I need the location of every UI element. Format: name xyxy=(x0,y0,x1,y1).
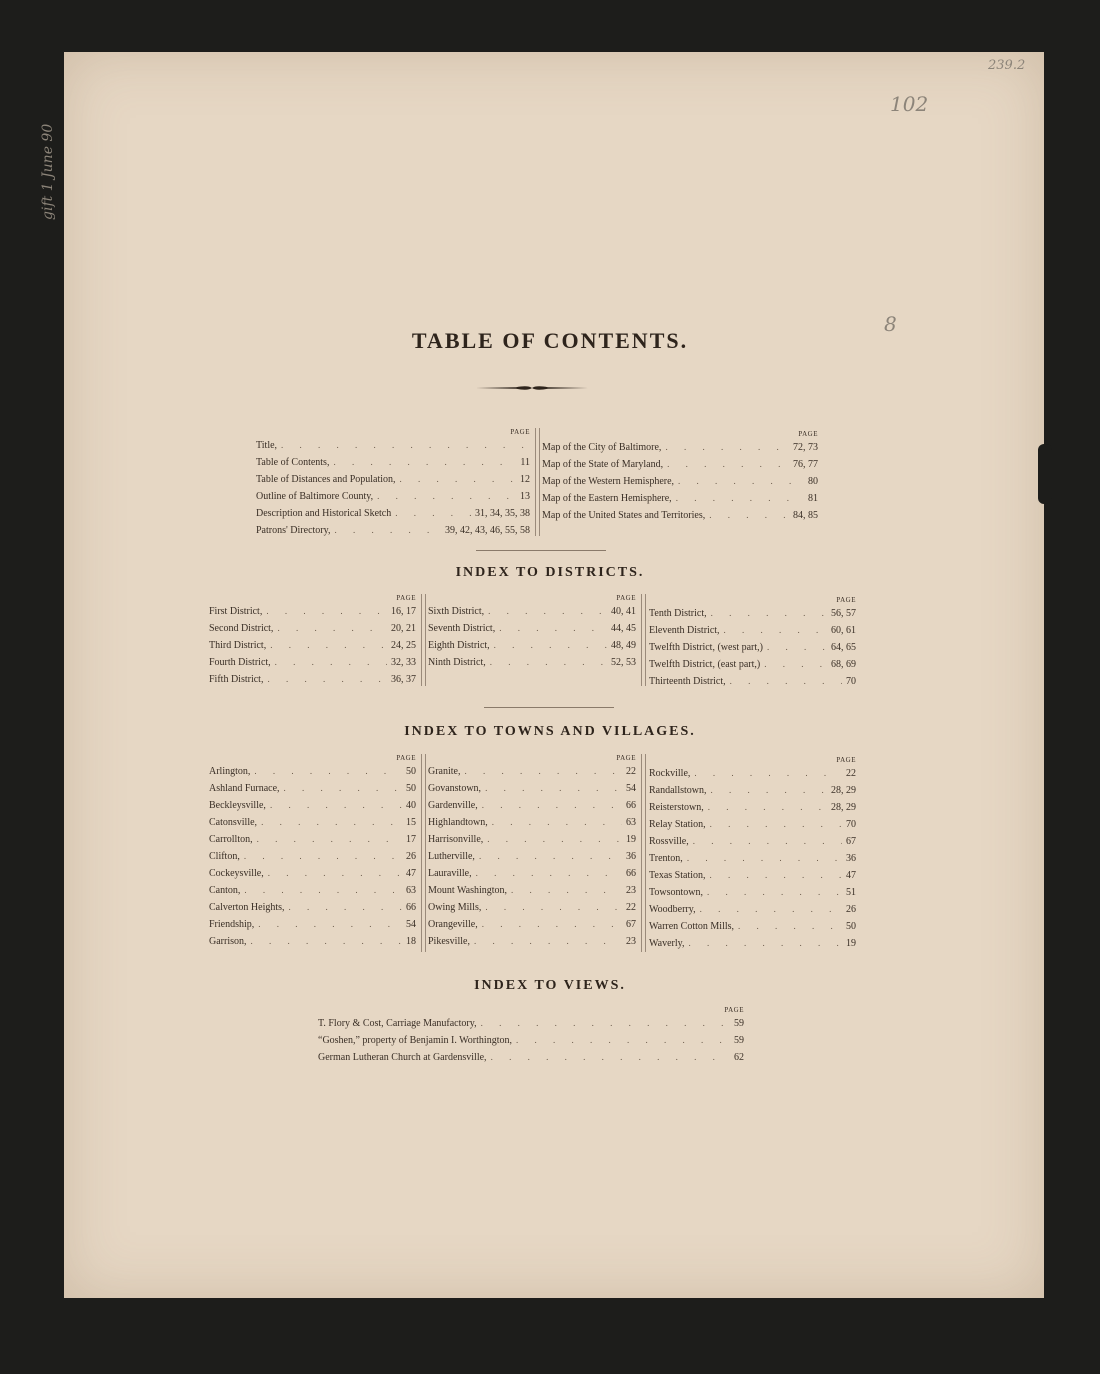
index-entry xyxy=(428,831,636,848)
entry-page: 19 xyxy=(846,938,856,949)
leader-dots xyxy=(481,899,622,916)
entry-page: 64, 65 xyxy=(831,642,856,653)
pencil-note: 102 xyxy=(890,92,929,116)
leader-dots xyxy=(495,620,607,637)
index-entry xyxy=(256,437,530,454)
leader-dots xyxy=(240,882,402,899)
entry-label: First District, xyxy=(209,606,263,617)
column-divider xyxy=(421,754,426,952)
index-entry xyxy=(428,763,636,780)
entry-label: Second District, xyxy=(209,623,274,634)
leader-dots xyxy=(470,933,622,950)
entry-label: T. Flory & Cost, Carriage Manufactory, xyxy=(318,1018,477,1029)
entry-label: Texas Station, xyxy=(649,870,706,881)
leader-dots xyxy=(475,848,622,865)
leader-dots xyxy=(674,473,804,490)
index-entry xyxy=(649,850,856,867)
index-entry xyxy=(649,867,856,884)
index-entry xyxy=(428,899,636,916)
entry-label: Calverton Heights, xyxy=(209,902,285,913)
index-entry xyxy=(428,620,636,637)
entry-page: 36 xyxy=(846,853,856,864)
entry-page: 23 xyxy=(626,885,636,896)
leader-dots xyxy=(264,865,402,882)
index-entry xyxy=(649,673,856,690)
margin-handwriting: gift 1 June 90 xyxy=(40,123,56,220)
leader-dots xyxy=(703,884,842,901)
leader-dots xyxy=(663,456,789,473)
entry-label: Towsontown, xyxy=(649,887,704,898)
entry-label: Granite, xyxy=(428,766,461,777)
entry-page: 36 xyxy=(626,851,636,862)
entry-page: 24, 25 xyxy=(391,640,416,651)
entry-label: Clifton, xyxy=(209,851,240,862)
entry-label: Thirteenth District, xyxy=(649,676,726,687)
entry-label: Table of Contents, xyxy=(256,457,330,468)
leader-dots xyxy=(247,933,403,950)
index-entry xyxy=(256,488,530,505)
index-entry xyxy=(649,935,856,952)
entry-page: 56, 57 xyxy=(831,608,856,619)
index-entry xyxy=(428,654,636,671)
entry-page: 70 xyxy=(846,676,856,687)
index-entry xyxy=(542,473,818,490)
entry-label: Lutherville, xyxy=(428,851,475,862)
index-entry xyxy=(256,471,530,488)
index-entry xyxy=(209,637,416,654)
entry-label: Randallstown, xyxy=(649,785,707,796)
entry-page: 19 xyxy=(626,834,636,845)
entry-label: Lauraville, xyxy=(428,868,472,879)
leader-dots xyxy=(760,656,827,673)
index-entry xyxy=(428,916,636,933)
entry-label: Ninth District, xyxy=(428,657,486,668)
leader-dots xyxy=(512,1032,730,1049)
entry-page: 44, 45 xyxy=(611,623,636,634)
leader-dots xyxy=(461,763,623,780)
index-entry xyxy=(209,780,416,797)
leader-dots xyxy=(271,654,387,671)
districts-heading: INDEX TO DISTRICTS. xyxy=(455,565,645,580)
entry-label: Outline of Baltimore County, xyxy=(256,491,374,502)
leader-dots xyxy=(661,439,789,456)
entry-label: Map of the United States and Territories, xyxy=(542,510,706,521)
entry-page: 39, 42, 43, 46, 55, 58 xyxy=(445,525,530,536)
leader-dots xyxy=(266,797,402,814)
index-entry xyxy=(209,865,416,882)
entry-page: 68, 69 xyxy=(831,659,856,670)
index-entry xyxy=(318,1049,744,1066)
entry-page: 28, 29 xyxy=(831,785,856,796)
entry-page: 51 xyxy=(846,887,856,898)
entry-page: 59 xyxy=(734,1018,744,1029)
entry-page: 31, 34, 35, 38 xyxy=(475,508,530,519)
entry-label: Description and Historical Sketch xyxy=(256,508,392,519)
page-column-header: PAGE xyxy=(798,430,818,438)
leader-dots xyxy=(684,935,842,952)
entry-page: 84, 85 xyxy=(793,510,818,521)
entry-page: 15 xyxy=(406,817,416,828)
entry-label: Waverly, xyxy=(649,938,685,949)
index-entry xyxy=(649,884,856,901)
leader-dots xyxy=(490,637,607,654)
entry-page: 18 xyxy=(406,936,416,947)
ornament-rule xyxy=(476,384,588,392)
entry-page: 36, 37 xyxy=(391,674,416,685)
index-entry xyxy=(649,918,856,935)
entry-page: 76, 77 xyxy=(793,459,818,470)
entry-label: Twelfth District, (west part,) xyxy=(649,642,763,653)
leader-dots xyxy=(266,637,387,654)
entry-page: 22 xyxy=(626,902,636,913)
entry-label: Map of the Western Hemisphere, xyxy=(542,476,675,487)
leader-dots xyxy=(263,671,387,688)
contents-right-column xyxy=(542,430,818,524)
index-entry xyxy=(649,765,856,782)
column-divider xyxy=(641,754,646,952)
leader-dots xyxy=(373,488,516,505)
entry-label: Owing Mills, xyxy=(428,902,482,913)
leader-dots xyxy=(706,867,842,884)
index-entry xyxy=(649,782,856,799)
leader-dots xyxy=(257,814,402,831)
index-entry xyxy=(209,763,416,780)
entry-label: Cockeysville, xyxy=(209,868,264,879)
towns-heading: INDEX TO TOWNS AND VILLAGES. xyxy=(404,724,696,739)
index-entry xyxy=(428,797,636,814)
leader-dots xyxy=(262,603,387,620)
entry-label: German Lutheran Church at Gardensville, xyxy=(318,1052,487,1063)
contents-left-column xyxy=(256,428,530,539)
entry-page: 23 xyxy=(626,936,636,947)
entry-label: “Goshen,” property of Benjamin I. Worthington, xyxy=(318,1035,512,1046)
index-entry xyxy=(428,637,636,654)
entry-label: Sixth District, xyxy=(428,606,485,617)
districts-column-1 xyxy=(209,594,416,688)
entry-page: 54 xyxy=(626,783,636,794)
page-column-header: PAGE xyxy=(836,596,856,604)
index-entry xyxy=(542,507,818,524)
index-entry xyxy=(649,656,856,673)
leader-dots xyxy=(487,1049,730,1066)
entry-page: 72, 73 xyxy=(793,442,818,453)
entry-page: 50 xyxy=(406,766,416,777)
entry-label: Catonsville, xyxy=(209,817,258,828)
entry-page: 22 xyxy=(626,766,636,777)
leader-dots xyxy=(250,763,402,780)
leader-dots xyxy=(254,916,402,933)
leader-dots xyxy=(396,471,516,488)
leader-dots xyxy=(707,782,828,799)
leader-dots xyxy=(477,1015,730,1032)
leader-dots xyxy=(507,882,622,899)
column-divider xyxy=(641,594,646,686)
index-entry xyxy=(318,1015,744,1032)
page-column-header: PAGE xyxy=(616,594,636,602)
entry-label: Mount Washington, xyxy=(428,885,508,896)
entry-label: Tenth District, xyxy=(649,608,707,619)
section-rule xyxy=(476,550,606,551)
entry-page: 40 xyxy=(406,800,416,811)
leader-dots xyxy=(763,639,827,656)
entry-page: 22 xyxy=(846,768,856,779)
entry-page: 63 xyxy=(626,817,636,828)
entry-label: Table of Distances and Population, xyxy=(256,474,396,485)
views-heading: INDEX TO VIEWS. xyxy=(474,978,626,993)
entry-label: Eighth District, xyxy=(428,640,490,651)
leader-dots xyxy=(478,797,622,814)
index-entry xyxy=(209,831,416,848)
page-column-header: PAGE xyxy=(510,428,530,436)
page-column-header: PAGE xyxy=(396,594,416,602)
leader-dots xyxy=(726,673,842,690)
entry-label: Gardenville, xyxy=(428,800,478,811)
page-title: TABLE OF CONTENTS. xyxy=(411,328,689,353)
index-entry xyxy=(209,848,416,865)
entry-page: 17 xyxy=(406,834,416,845)
entry-label: Ashland Furnace, xyxy=(209,783,280,794)
entry-page: 52, 53 xyxy=(611,657,636,668)
entry-page: 47 xyxy=(846,870,856,881)
leader-dots xyxy=(481,780,622,797)
entry-label: Harrisonville, xyxy=(428,834,484,845)
leader-dots xyxy=(689,833,842,850)
entry-label: Highlandtown, xyxy=(428,817,488,828)
entry-label: Title, xyxy=(256,440,278,451)
entry-page: 11 xyxy=(520,457,530,468)
index-entry xyxy=(209,916,416,933)
entry-label: Third District, xyxy=(209,640,267,651)
index-entry xyxy=(428,848,636,865)
entry-label: Beckleysville, xyxy=(209,800,266,811)
entry-page: 66 xyxy=(626,868,636,879)
index-entry xyxy=(318,1032,744,1049)
index-entry xyxy=(428,865,636,882)
index-entry xyxy=(428,603,636,620)
leader-dots xyxy=(253,831,402,848)
index-entry xyxy=(649,816,856,833)
leader-dots xyxy=(472,865,622,882)
entry-label: Warren Cotton Mills, xyxy=(649,921,735,932)
entry-label: Pikesville, xyxy=(428,936,470,947)
index-entry xyxy=(649,639,856,656)
entry-page: 81 xyxy=(808,493,818,504)
index-entry xyxy=(649,622,856,639)
index-entry xyxy=(428,933,636,950)
index-entry xyxy=(209,603,416,620)
leader-dots xyxy=(706,816,842,833)
views-list xyxy=(318,1006,744,1066)
entry-label: Map of the State of Maryland, xyxy=(542,459,664,470)
districts-column-3 xyxy=(649,596,856,690)
column-divider xyxy=(421,594,426,686)
page-column-header: PAGE xyxy=(836,756,856,764)
entry-page: 70 xyxy=(846,819,856,830)
entry-page: 80 xyxy=(808,476,818,487)
entry-label: Govanstown, xyxy=(428,783,482,794)
leader-dots xyxy=(483,831,622,848)
entry-page: 62 xyxy=(734,1052,744,1063)
entry-label: Patrons' Directory, xyxy=(256,525,331,536)
entry-label: Eleventh District, xyxy=(649,625,720,636)
entry-label: Woodberry, xyxy=(649,904,696,915)
index-entry xyxy=(209,620,416,637)
entry-page: 16, 17 xyxy=(391,606,416,617)
entry-label: Garrison, xyxy=(209,936,247,947)
entry-label: Rossville, xyxy=(649,836,689,847)
leader-dots xyxy=(277,437,526,454)
leader-dots xyxy=(683,850,842,867)
entry-page: 26 xyxy=(846,904,856,915)
index-entry xyxy=(209,671,416,688)
entry-label: Orangeville, xyxy=(428,919,478,930)
index-entry xyxy=(428,882,636,899)
entry-page: 67 xyxy=(626,919,636,930)
index-entry xyxy=(649,901,856,918)
entry-label: Fifth District, xyxy=(209,674,264,685)
index-entry xyxy=(649,833,856,850)
entry-page: 66 xyxy=(406,902,416,913)
entry-label: Friendship, xyxy=(209,919,255,930)
towns-column-3 xyxy=(649,756,856,952)
leader-dots xyxy=(705,507,789,524)
entry-label: Twelfth District, (east part,) xyxy=(649,659,761,670)
page-column-header: PAGE xyxy=(724,1006,744,1014)
index-entry xyxy=(542,490,818,507)
entry-label: Trenton, xyxy=(649,853,683,864)
leader-dots xyxy=(330,522,441,539)
leader-dots xyxy=(720,622,827,639)
index-entry xyxy=(428,814,636,831)
entry-label: Rockville, xyxy=(649,768,691,779)
index-entry xyxy=(649,799,856,816)
leader-dots xyxy=(273,620,387,637)
entry-label: Map of the City of Baltimore, xyxy=(542,442,662,453)
leader-dots xyxy=(690,765,842,782)
catalog-number: 239.2 xyxy=(988,58,1026,73)
leader-dots xyxy=(707,605,827,622)
leader-dots xyxy=(285,899,402,916)
entry-page: 48, 49 xyxy=(611,640,636,651)
entry-label: Arlington, xyxy=(209,766,251,777)
leader-dots xyxy=(486,654,607,671)
entry-page: 50 xyxy=(406,783,416,794)
page-column-header: PAGE xyxy=(396,754,416,762)
leader-dots xyxy=(488,814,622,831)
pencil-mark: 8 xyxy=(884,312,897,336)
entry-label: Reisterstown, xyxy=(649,802,704,813)
index-entry xyxy=(209,797,416,814)
index-entry xyxy=(542,439,818,456)
index-entry xyxy=(649,605,856,622)
leader-dots xyxy=(391,505,471,522)
page-edge-notch xyxy=(1038,444,1052,504)
leader-dots xyxy=(696,901,842,918)
entry-label: Fourth District, xyxy=(209,657,271,668)
entry-page: 20, 21 xyxy=(391,623,416,634)
entry-label: Carrollton, xyxy=(209,834,253,845)
section-rule xyxy=(484,707,614,708)
entry-page: 47 xyxy=(406,868,416,879)
entry-page: 12 xyxy=(520,474,530,485)
entry-page: 66 xyxy=(626,800,636,811)
index-entry xyxy=(209,814,416,831)
index-entry xyxy=(209,933,416,950)
towns-column-1 xyxy=(209,754,416,950)
index-entry xyxy=(209,882,416,899)
index-entry xyxy=(428,780,636,797)
index-entry xyxy=(209,899,416,916)
leader-dots xyxy=(478,916,622,933)
leader-dots xyxy=(672,490,804,507)
column-divider xyxy=(535,428,540,536)
entry-page: 26 xyxy=(406,851,416,862)
districts-column-2 xyxy=(428,594,636,671)
leader-dots xyxy=(704,799,827,816)
index-entry xyxy=(256,454,530,471)
index-entry xyxy=(542,456,818,473)
entry-page: 67 xyxy=(846,836,856,847)
entry-label: Seventh District, xyxy=(428,623,496,634)
leader-dots xyxy=(329,454,516,471)
page-column-header: PAGE xyxy=(616,754,636,762)
index-entry xyxy=(256,505,530,522)
entry-page: 60, 61 xyxy=(831,625,856,636)
entry-page: 50 xyxy=(846,921,856,932)
leader-dots xyxy=(280,780,402,797)
entry-page: 13 xyxy=(520,491,530,502)
leader-dots xyxy=(240,848,402,865)
towns-column-2 xyxy=(428,754,636,950)
entry-page: 59 xyxy=(734,1035,744,1046)
entry-page: 63 xyxy=(406,885,416,896)
entry-page: 54 xyxy=(406,919,416,930)
entry-page: 40, 41 xyxy=(611,606,636,617)
leader-dots xyxy=(734,918,842,935)
entry-page: 32, 33 xyxy=(391,657,416,668)
leader-dots xyxy=(484,603,607,620)
index-entry xyxy=(256,522,530,539)
index-entry xyxy=(209,654,416,671)
entry-label: Relay Station, xyxy=(649,819,706,830)
entry-label: Canton, xyxy=(209,885,241,896)
entry-label: Map of the Eastern Hemisphere, xyxy=(542,493,672,504)
entry-page: 28, 29 xyxy=(831,802,856,813)
